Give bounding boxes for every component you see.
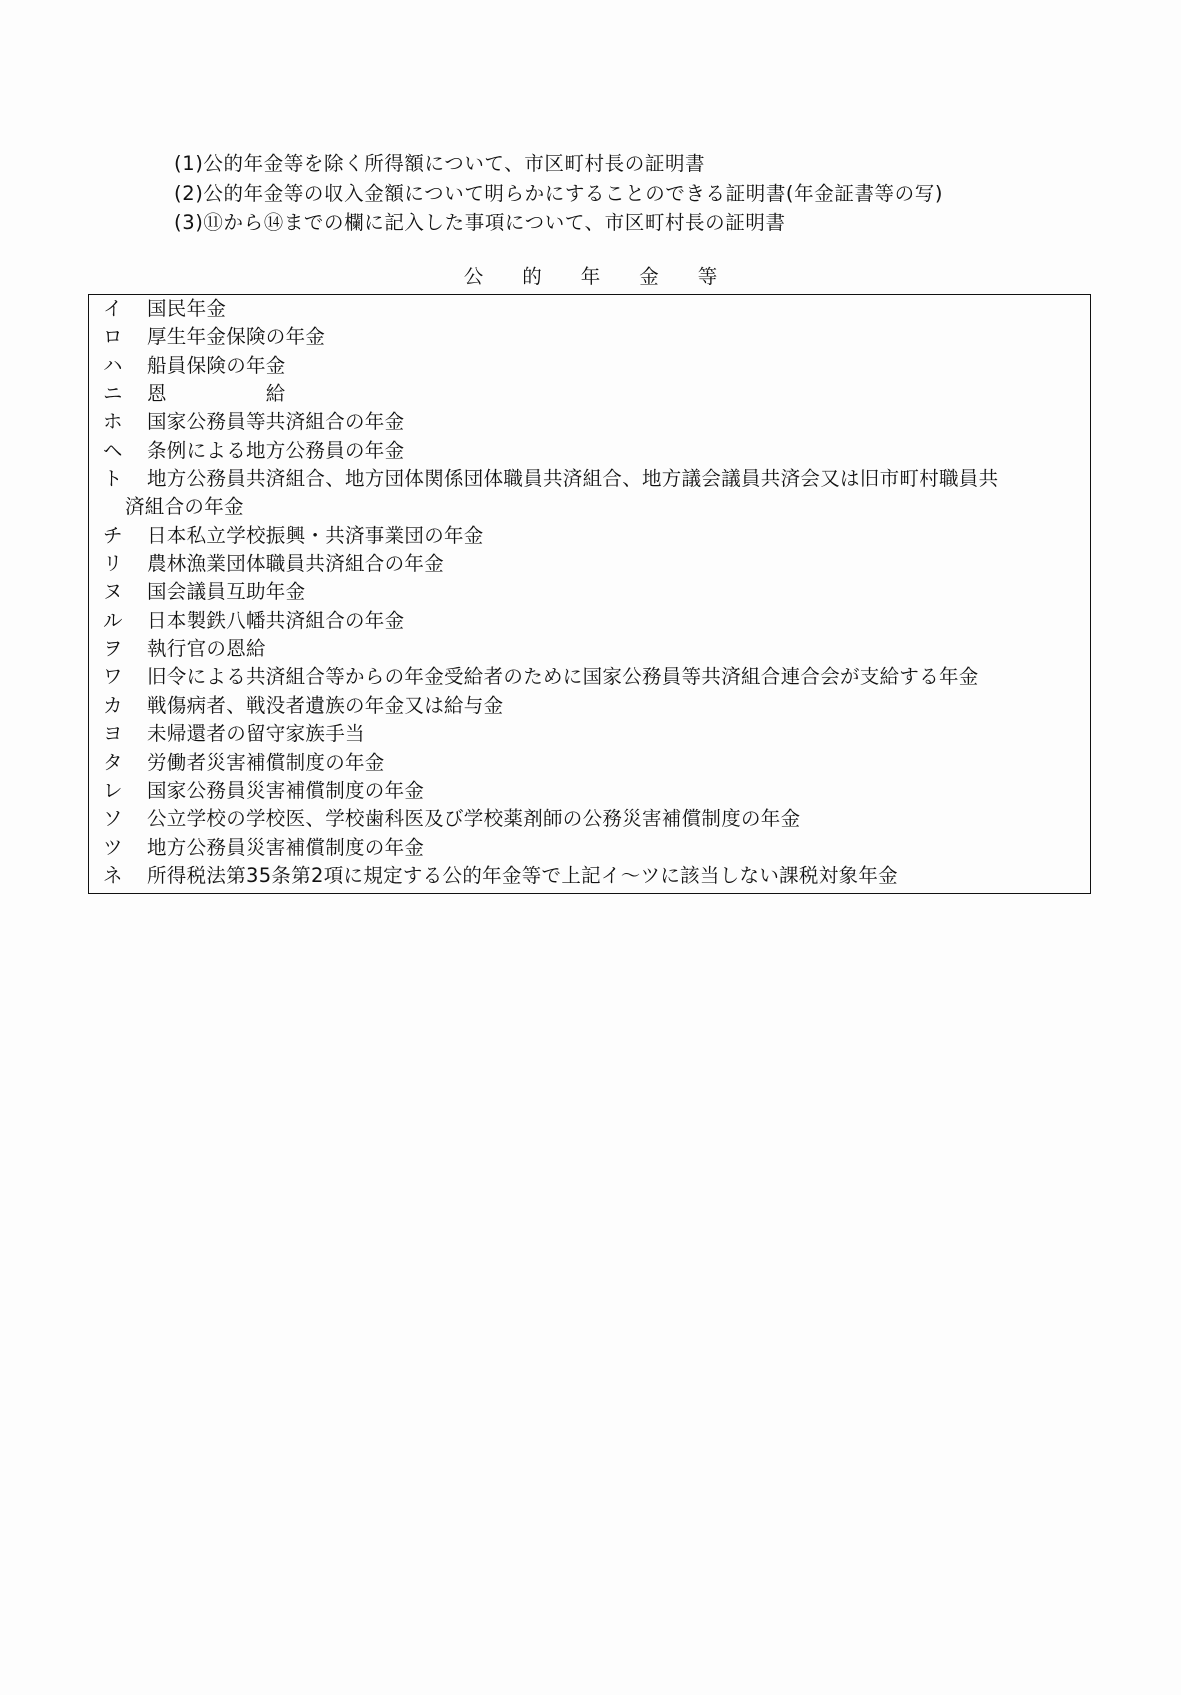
row-label: ヌ [103,580,123,604]
pension-row [89,380,1090,408]
pension-row [89,720,1090,748]
row-label: ト [103,467,123,491]
row-label: ツ [103,835,123,859]
row-text: 未帰還者の留守家族手当 [147,722,365,746]
pension-row [89,777,1090,805]
pension-row [89,522,1090,550]
row-text: 日本私立学校振興・共済事業団の年金 [147,523,484,547]
row-text: 国民年金 [147,297,227,320]
row-text: 国家公務員等共済組合の年金 [147,410,405,434]
row-label: イ [103,297,123,320]
row-text: 船員保険の年金 [147,353,286,377]
pension-row [89,465,1090,493]
row-text: 所得税法第35条第2項に規定する公的年金等で上記イ～ツに該当しない課税対象年金 [147,863,898,887]
pension-row [89,805,1090,833]
row-label: ソ [103,807,123,831]
row-label: ワ [103,665,123,689]
row-text: 条例による地方公務員の年金 [147,438,405,462]
pension-row [89,834,1090,862]
row-text: 国家公務員災害補償制度の年金 [147,778,425,802]
row-text: 日本製鉄八幡共済組合の年金 [147,608,405,632]
pension-row [89,692,1090,720]
required-documents-list [174,149,943,238]
row-label: カ [103,693,123,717]
row-label: ホ [103,410,123,434]
row-label: チ [103,523,123,547]
row-text: 地方公務員災害補償制度の年金 [147,835,425,859]
row-label: レ [103,778,123,802]
pension-row [89,749,1090,777]
pension-row [89,295,1090,323]
row-text: 済組合の年金 [125,495,244,519]
pension-row [89,663,1090,691]
row-label: タ [103,750,123,774]
row-label: ハ [103,353,123,377]
row-text: 執行官の恩給 [147,637,266,661]
pension-row-continuation [89,493,1090,521]
pension-row [89,578,1090,606]
pension-row [89,862,1090,890]
pension-row [89,607,1090,635]
pension-row [89,635,1090,663]
row-label: ヨ [103,722,123,746]
row-label: ル [103,608,123,632]
row-text: 厚生年金保険の年金 [147,325,326,349]
row-text: 公立学校の学校医、学校歯科医及び学校薬剤師の公務災害補償制度の年金 [147,807,801,831]
required-document-item: (3)⑪から⑭までの欄に記入した事項について、市区町村長の証明書 [174,211,786,235]
row-text: 旧令による共済組合等からの年金受給者のために国家公務員等共済組合連合会が支給する年金 [147,665,979,689]
pension-rows [89,295,1090,890]
pension-row [89,352,1090,380]
row-text: 恩 給 [147,382,286,406]
pension-row [89,408,1090,436]
row-text: 戦傷病者、戦没者遺族の年金又は給与金 [147,693,504,717]
row-label: ヘ [103,438,123,462]
row-text: 労働者災害補償制度の年金 [147,750,385,774]
row-label: ネ [103,863,123,887]
row-label: ヲ [103,637,123,661]
row-label: ロ [103,325,123,349]
public-pension-table [88,294,1091,894]
required-document-item: (1)公的年金等を除く所得額について、市区町村長の証明書 [174,152,706,175]
pension-row [89,437,1090,465]
pension-row [89,550,1090,578]
row-text: 農林漁業団体職員共済組合の年金 [147,552,445,576]
row-label: リ [103,552,123,576]
pension-row [89,323,1090,351]
row-text: 地方公務員共済組合、地方団体関係団体職員共済組合、地方議会議員共済会又は旧市町村職員共 [147,467,999,491]
table-title: 公 的 年 金 等 [463,265,718,288]
required-document-item: (2)公的年金等の収入金額について明らかにすることのできる証明書(年金証書等の写) [174,181,944,205]
row-label: ニ [103,382,123,406]
row-text: 国会議員互助年金 [147,580,306,604]
